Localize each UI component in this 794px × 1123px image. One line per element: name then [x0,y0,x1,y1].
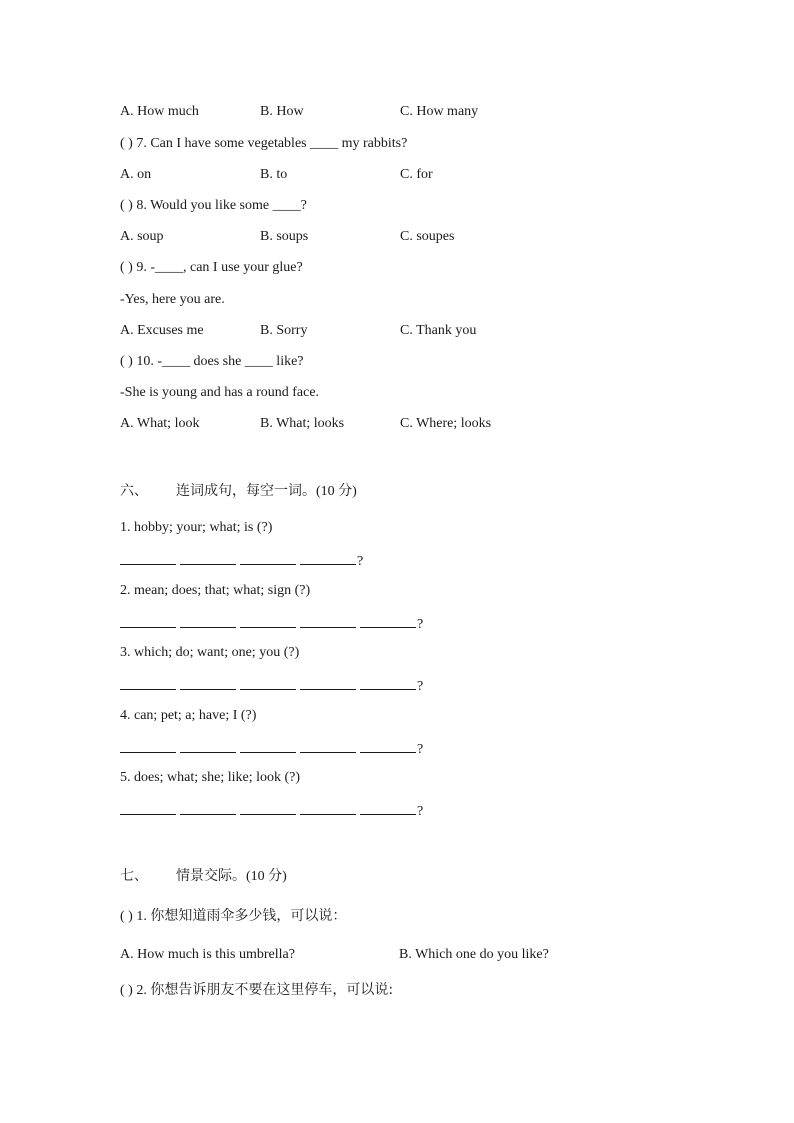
q6-option-b: B. How [260,104,304,119]
section7-title: 情景交际。 [176,868,246,884]
question-mark: ? [417,679,424,694]
answer-blank[interactable] [240,800,296,815]
answer-blank[interactable] [180,738,236,753]
s7-q1-text: 你想知道雨伞多少钱，可以说： [150,908,347,924]
answer-blank[interactable] [240,738,296,753]
q9-reply: -Yes, here you are. [120,292,225,307]
s7-q1-option-a: A. How much is this umbrella? [120,947,295,962]
section6-title: 连词成句，每空一词。 [176,483,316,499]
answer-blank[interactable] [240,675,296,690]
answer-blank[interactable] [300,800,356,815]
s7-q1-option-b: B. Which one do you like? [399,947,549,962]
s7-q1 [120,907,346,926]
q10-option-b: B. What; looks [260,416,345,431]
answer-blank[interactable] [120,675,176,690]
s6-answer-4[interactable] [120,738,423,756]
s6-item-1: 1. hobby; your; what; is (?) [120,520,273,535]
s6-item-5: 5. does; what; she; like; look (?) [120,770,301,785]
q7-question: ( ) 7. Can I have some vegetables ____ my rabbits? [120,136,408,151]
answer-blank[interactable] [180,800,236,815]
question-mark: ? [417,804,424,819]
answer-blank[interactable] [300,613,356,628]
section6-score: (10 分) [316,484,357,499]
s7-q1-prefix: ( ) 1. [120,909,147,924]
section7-heading [120,867,287,886]
answer-blank[interactable] [300,675,356,690]
answer-blank[interactable] [180,613,236,628]
answer-blank[interactable] [120,800,176,815]
answer-blank[interactable] [300,550,356,565]
q8-option-b: B. soups [260,229,309,244]
answer-blank[interactable] [120,550,176,565]
q6-option-a: A. How much [120,104,199,119]
s7-q2-text: 你想告诉朋友不要在这里停车，可以说: [150,982,394,998]
s6-answer-5[interactable] [120,800,423,818]
s6-item-2: 2. mean; does; that; what; sign (?) [120,583,311,598]
answer-blank[interactable] [240,613,296,628]
answer-blank[interactable] [180,550,236,565]
q7-option-a: A. on [120,167,152,182]
q8-option-c: C. soupes [400,229,455,244]
section6-number: 六、 [120,483,148,499]
s6-answer-2[interactable] [120,613,423,631]
section7-score: (10 分) [246,869,287,884]
q9-question: ( ) 9. -____, can I use your glue? [120,260,303,275]
answer-blank[interactable] [360,675,416,690]
answer-blank[interactable] [360,613,416,628]
q9-option-b: B. Sorry [260,323,308,338]
s6-item-4: 4. can; pet; a; have; I (?) [120,708,257,723]
s7-q2-prefix: ( ) 2. [120,983,147,998]
question-mark: ? [357,554,364,569]
answer-blank[interactable] [240,550,296,565]
q10-option-c: C. Where; looks [400,416,492,431]
s7-q2 [120,981,393,1000]
q10-option-a: A. What; look [120,416,200,431]
q9-option-c: C. Thank you [400,323,477,338]
answer-blank[interactable] [300,738,356,753]
q8-option-a: A. soup [120,229,164,244]
answer-blank[interactable] [120,613,176,628]
answer-blank[interactable] [360,738,416,753]
q10-question: ( ) 10. -____ does she ____ like? [120,354,304,369]
question-mark: ? [417,617,424,632]
q6-option-c: C. How many [400,104,479,119]
s6-item-3: 3. which; do; want; one; you (?) [120,645,300,660]
q8-question: ( ) 8. Would you like some ____? [120,198,307,213]
answer-blank[interactable] [180,675,236,690]
s6-answer-3[interactable] [120,675,423,693]
question-mark: ? [417,742,424,757]
section6-heading [120,482,357,501]
q10-reply: -She is young and has a round face. [120,385,320,400]
q7-option-b: B. to [260,167,288,182]
answer-blank[interactable] [360,800,416,815]
s6-answer-1[interactable] [120,550,363,568]
answer-blank[interactable] [120,738,176,753]
q7-option-c: C. for [400,167,433,182]
section7-number: 七、 [120,868,148,884]
q9-option-a: A. Excuses me [120,323,204,338]
